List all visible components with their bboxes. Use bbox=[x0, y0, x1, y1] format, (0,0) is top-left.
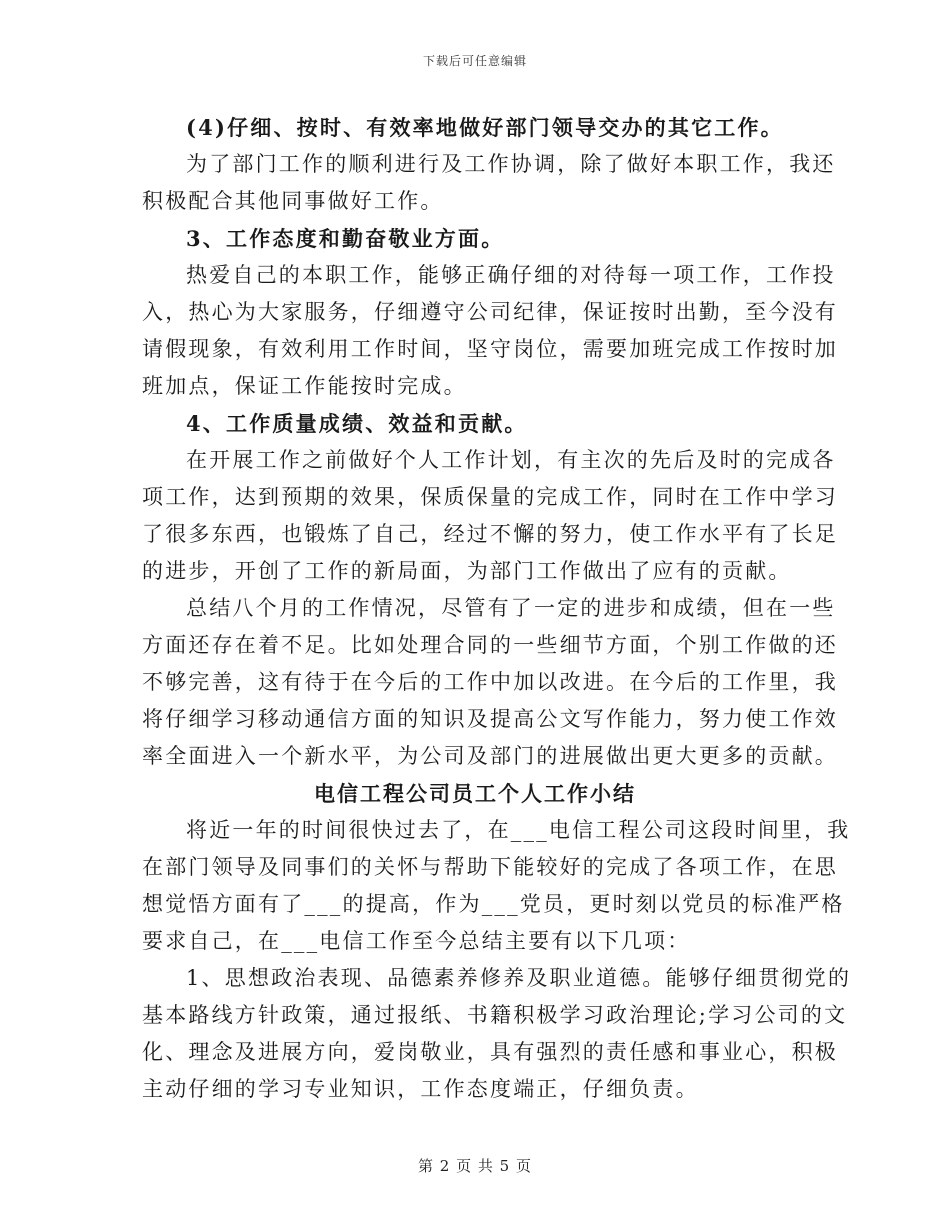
section-heading: (4)仔细、按时、有效率地做好部门领导交办的其它工作。 bbox=[186, 115, 784, 140]
paragraph-line: 方面还存在着不足。比如处理合同的一些细节方面，个别工作做的还 bbox=[142, 633, 838, 657]
paragraph-line: 入，热心为大家服务，仔细遵守公司纪律，保证按时出勤，至今没有 bbox=[142, 300, 838, 324]
paragraph-line: 的进步，开创了工作的新局面，为部门工作做出了应有的贡献。 bbox=[142, 559, 792, 583]
section-heading: 4、工作质量成绩、效益和贡献。 bbox=[186, 411, 528, 436]
document-body bbox=[142, 109, 852, 1108]
paragraph-line: 主动仔细的学习专业知识，工作态度端正，仔细负责。 bbox=[142, 1077, 699, 1101]
paragraph-line: 将近一年的时间很快过去了，在___电信工程公司这段时间里，我 bbox=[186, 818, 851, 842]
paragraph-line: 总结八个月的工作情况，尽管有了一定的进步和成绩，但在一些 bbox=[186, 596, 836, 620]
paragraph-line: 1、思想政治表现、品德素养修养及职业道德。能够仔细贯彻党的 bbox=[186, 966, 852, 990]
paragraph-line: 了很多东西，也锻炼了自己，经过不懈的努力，使工作水平有了长足 bbox=[142, 522, 838, 546]
paragraph-line: 不够完善，这有待于在今后的工作中加以改进。在今后的工作里，我 bbox=[142, 670, 838, 694]
paragraph-line: 基本路线方针政策，通过报纸、书籍积极学习政治理论;学习公司的文 bbox=[142, 1003, 848, 1027]
paragraph-line: 项工作，达到预期的效果，保质保量的完成工作，同时在工作中学习 bbox=[142, 485, 838, 509]
paragraph-line: 化、理念及进展方向，爱岗敬业，具有强烈的责任感和事业心，积极 bbox=[142, 1040, 838, 1064]
paragraph-line: 积极配合其他同事做好工作。 bbox=[142, 189, 444, 213]
section-heading: 3、工作态度和勤奋敬业方面。 bbox=[186, 226, 505, 251]
paragraph-line: 在开展工作之前做好个人工作计划，有主次的先后及时的完成各 bbox=[186, 448, 836, 472]
page-header-note: 下载后可任意编辑 bbox=[422, 54, 527, 68]
paragraph-line: 将仔细学习移动通信方面的知识及提高公文写作能力，努力使工作效 bbox=[142, 707, 838, 731]
paragraph-line: 班加点，保证工作能按时完成。 bbox=[142, 374, 467, 398]
paragraph-line: 要求自己，在___电信工作至今总结主要有以下几项： bbox=[142, 929, 691, 953]
paragraph-line: 热爱自己的本职工作，能够正确仔细的对待每一项工作，工作投 bbox=[186, 263, 836, 287]
paragraph-line: 请假现象，有效利用工作时间，坚守岗位，需要加班完成工作按时加 bbox=[142, 337, 838, 361]
paragraph-line: 想觉悟方面有了___的提高，作为___党员，更时刻以党员的标准严格 bbox=[142, 892, 845, 916]
document-title: 电信工程公司员工个人工作小结 bbox=[314, 781, 636, 806]
paragraph-line: 在部门领导及同事们的关怀与帮助下能较好的完成了各项工作，在思 bbox=[142, 855, 838, 879]
paragraph-line: 率全面进入一个新水平，为公司及部门的进展做出更大更多的贡献。 bbox=[142, 744, 838, 768]
page-number: 第 2 页 共 5 页 bbox=[418, 1157, 532, 1175]
paragraph-line: 为了部门工作的顺利进行及工作协调，除了做好本职工作，我还 bbox=[186, 152, 836, 176]
